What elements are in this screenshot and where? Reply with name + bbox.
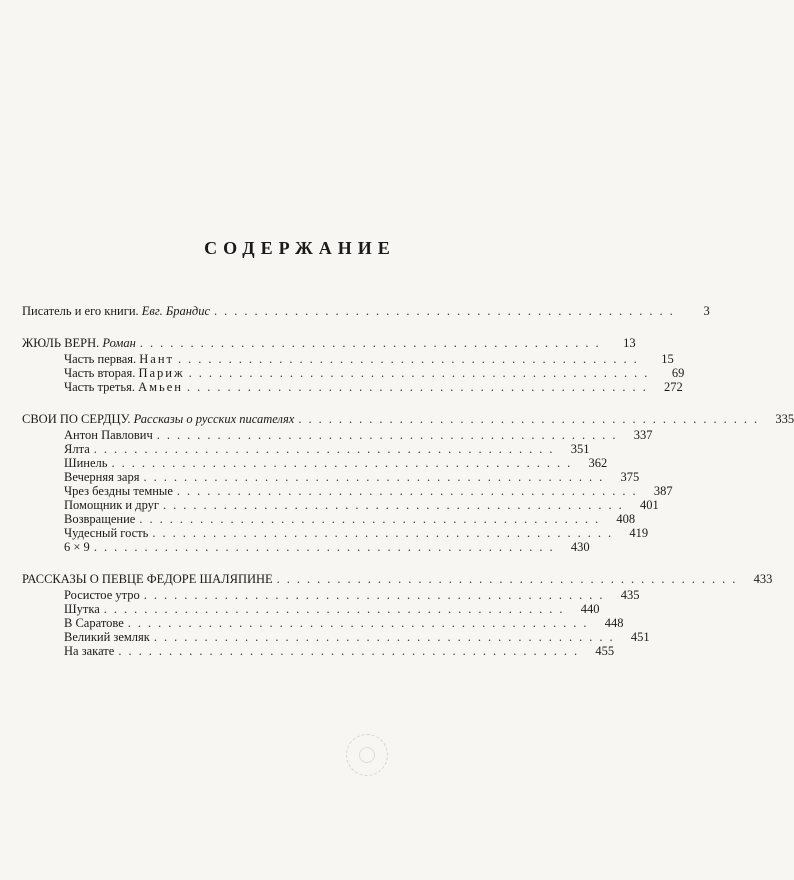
toc-item-row <box>22 616 624 630</box>
toc-item-row <box>22 644 615 658</box>
item-label: Чрез бездны темные <box>64 484 173 498</box>
item-label: Антон Павлович <box>64 428 153 442</box>
leader-dots: .............................................. <box>93 540 560 554</box>
toc-item-row <box>22 498 659 512</box>
toc-item-row <box>22 380 683 394</box>
item-name: Амьен <box>138 380 183 394</box>
item-label: Росистое утро <box>64 588 140 602</box>
toc-item-row <box>22 470 640 484</box>
page-number: 387 <box>653 484 673 498</box>
page-number: 335 <box>775 412 794 426</box>
leader-dots: .............................................. <box>143 470 610 484</box>
page-number: 435 <box>620 588 640 602</box>
item-label: Чудесный гость <box>64 526 149 540</box>
section-subtitle: Рассказы о русских писателях <box>133 412 295 426</box>
page-number: 430 <box>570 540 590 554</box>
table-of-contents <box>22 304 794 658</box>
toc-item-row <box>22 456 608 470</box>
item-label: В Саратове <box>64 616 124 630</box>
toc-item-row <box>22 442 590 456</box>
leader-dots: .............................................. <box>214 304 680 318</box>
toc-item-row <box>22 428 653 442</box>
leader-dots: .............................................. <box>139 336 606 350</box>
leader-dots: .............................................. <box>178 352 644 366</box>
item-name: Нант <box>139 352 175 366</box>
item-label: 6 × 9 <box>64 540 90 554</box>
leader-dots: .............................................. <box>139 512 606 526</box>
page-number: 455 <box>595 644 615 658</box>
page-number: 69 <box>671 366 685 380</box>
leader-dots: .............................................. <box>152 526 619 540</box>
page-number: 272 <box>663 380 683 394</box>
item-name: Париж <box>138 366 185 380</box>
leader-dots: .............................................. <box>118 644 585 658</box>
page-number: 337 <box>633 428 653 442</box>
leader-dots: .............................................. <box>143 588 610 602</box>
toc-section-row <box>22 336 636 350</box>
leader-dots: .............................................. <box>156 428 623 442</box>
leader-dots: .............................................. <box>111 456 578 470</box>
page-title: СОДЕРЖАНИЕ <box>204 238 396 258</box>
section-title: СВОИ ПО СЕРДЦУ. <box>22 412 131 426</box>
leader-dots: .............................................. <box>127 616 594 630</box>
page-number: 433 <box>753 572 773 586</box>
leader-dots: .............................................. <box>188 366 655 380</box>
page-number: 3 <box>703 304 710 318</box>
leader-dots: .............................................. <box>163 498 629 512</box>
intro-author: Евг. Брандис <box>141 304 211 318</box>
toc-section-row <box>22 572 773 586</box>
toc-section-row <box>22 412 794 426</box>
item-label: Возвращение <box>64 512 136 526</box>
item-label: Ялта <box>64 442 90 456</box>
leader-dots: .............................................. <box>103 602 570 616</box>
toc-item-row <box>22 526 649 540</box>
item-label: Вечерняя заря <box>64 470 140 484</box>
page-number: 408 <box>616 512 636 526</box>
leader-dots: .............................................. <box>93 442 560 456</box>
page-number: 351 <box>570 442 590 456</box>
leader-dots: .............................................. <box>276 572 743 586</box>
leader-dots: .............................................. <box>176 484 643 498</box>
library-stamp <box>346 734 388 776</box>
toc-item-row <box>22 588 640 602</box>
section-title: ЖЮЛЬ ВЕРН. <box>22 336 100 350</box>
page-number: 15 <box>661 352 674 366</box>
item-label: Часть третья. <box>64 380 135 394</box>
leader-dots: .............................................. <box>153 630 620 644</box>
page-number: 401 <box>640 498 659 512</box>
item-label: Шинель <box>64 456 108 470</box>
page-number: 419 <box>629 526 649 540</box>
item-label: Помощник и друг <box>64 498 160 512</box>
section-subtitle: Роман <box>102 336 136 350</box>
page-number: 448 <box>604 616 624 630</box>
item-label: Часть вторая. <box>64 366 136 380</box>
toc-item-row <box>22 484 673 498</box>
page-number: 362 <box>588 456 608 470</box>
page-number: 375 <box>620 470 640 484</box>
toc-item-row <box>22 602 600 616</box>
toc-intro-row <box>22 304 710 318</box>
toc-item-row <box>22 366 685 380</box>
item-label: Великий земляк <box>64 630 150 644</box>
toc-item-row <box>22 352 674 366</box>
page-number: 13 <box>623 336 636 350</box>
item-label: Шутка <box>64 602 100 616</box>
item-label: Часть первая. <box>64 352 137 366</box>
toc-item-row <box>22 540 590 554</box>
item-label: На закате <box>64 644 115 658</box>
toc-item-row <box>22 630 650 644</box>
intro-label: Писатель и его книги. <box>22 304 139 318</box>
toc-item-row <box>22 512 636 526</box>
leader-dots: .............................................. <box>186 380 653 394</box>
page-number: 440 <box>580 602 600 616</box>
leader-dots: .............................................. <box>298 412 765 426</box>
section-title: РАССКАЗЫ О ПЕВЦЕ ФЕДОРЕ ШАЛЯПИНЕ <box>22 572 273 586</box>
page-number: 451 <box>630 630 650 644</box>
